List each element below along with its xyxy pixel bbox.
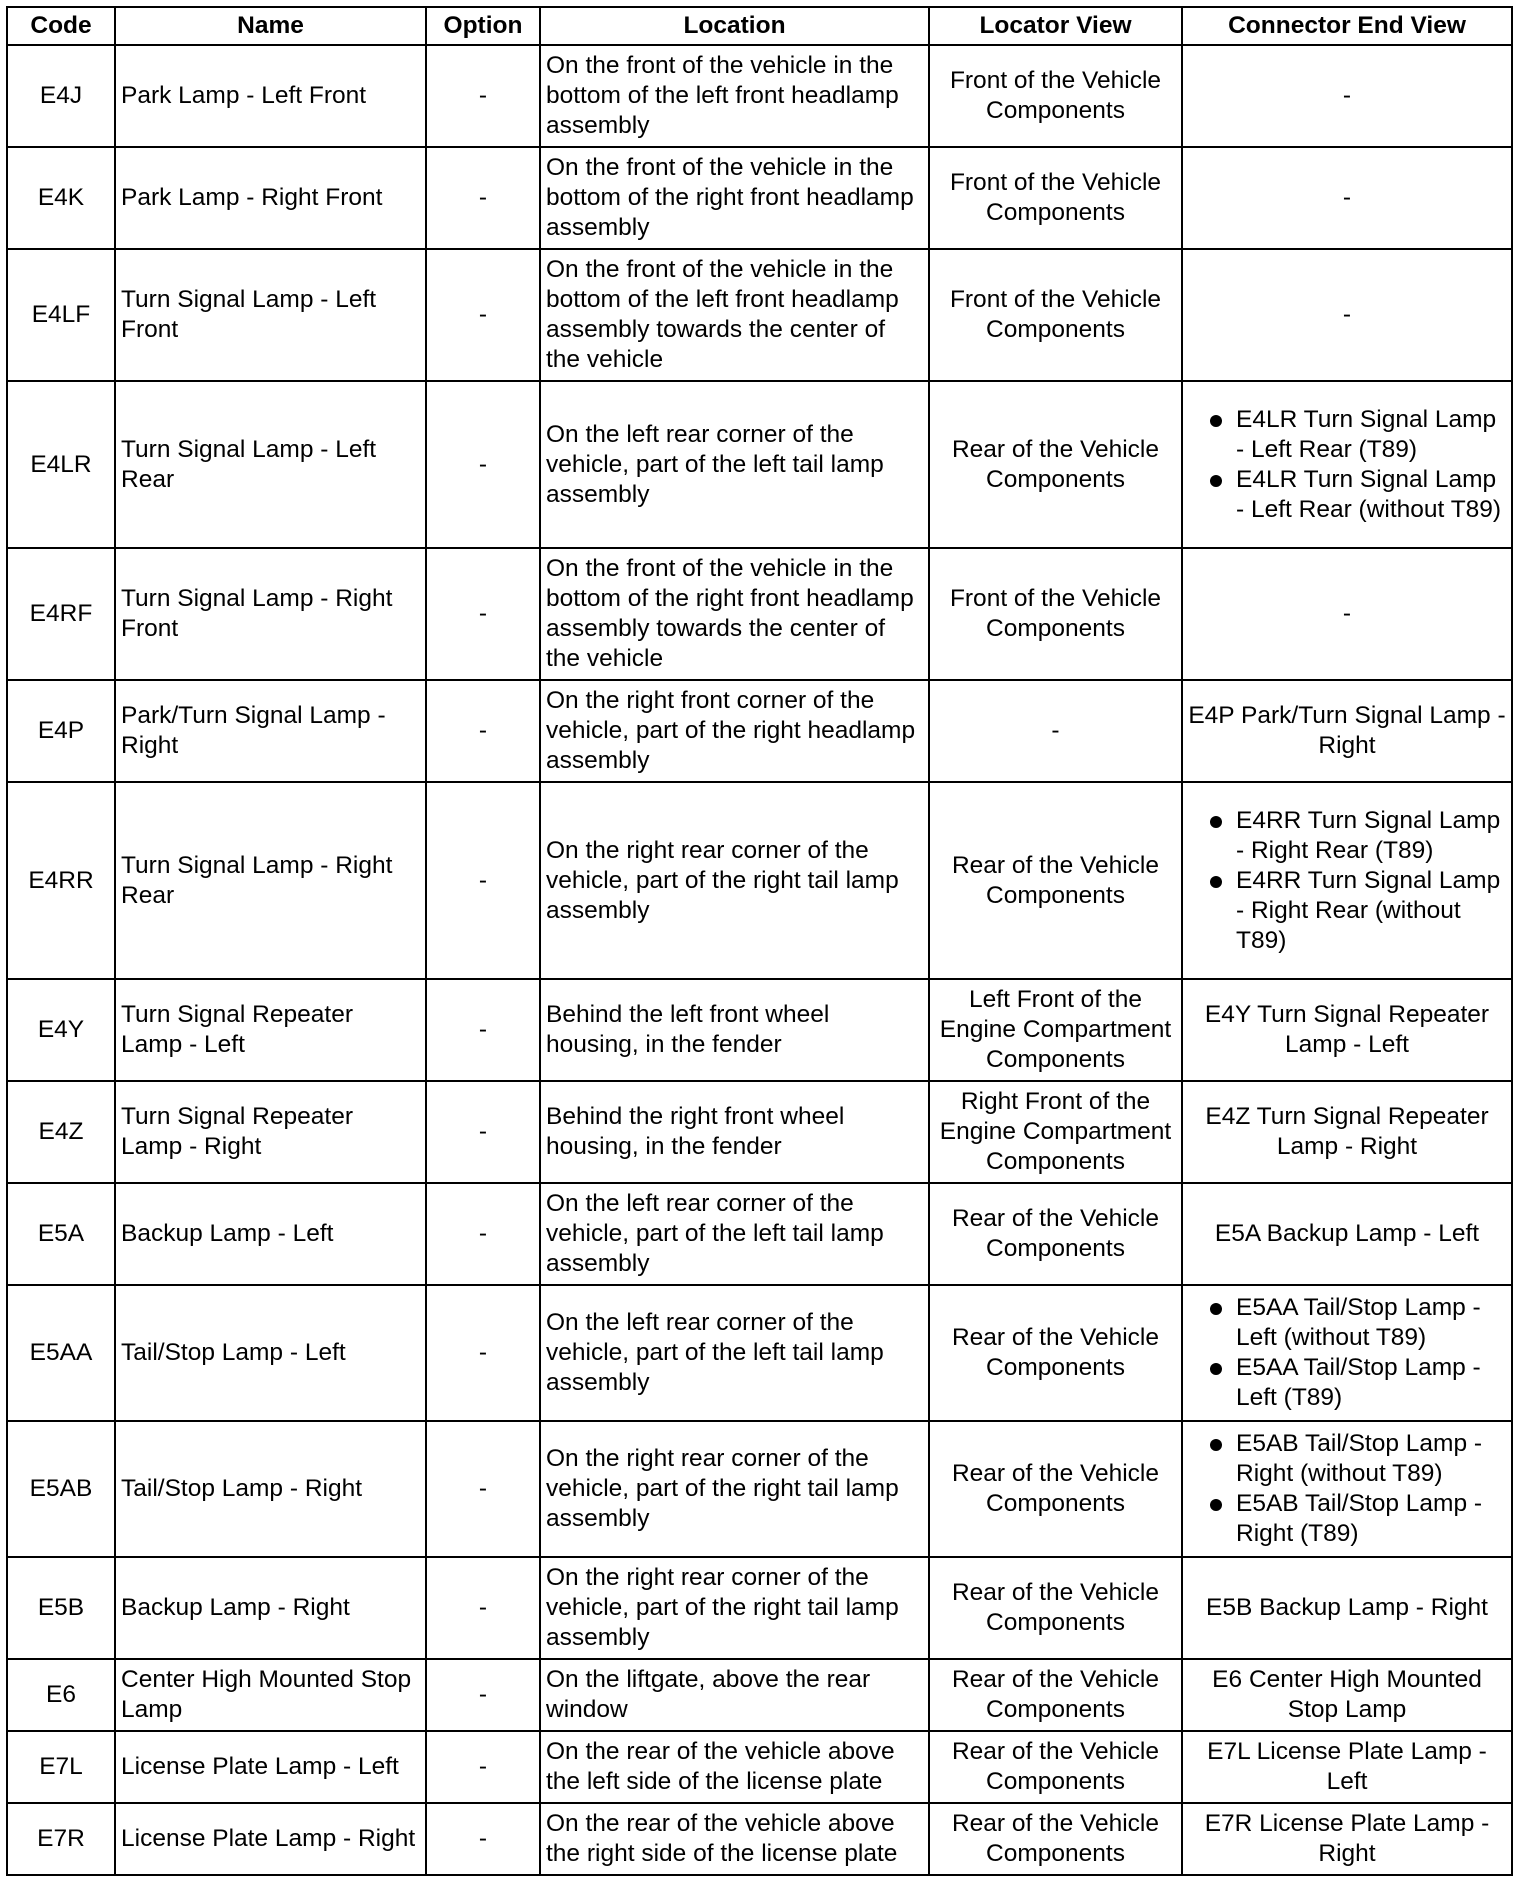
header-location: Location (540, 7, 929, 45)
cell-locator-view: Rear of the Vehicle Components (929, 1803, 1182, 1875)
cell-connector-end-view (1182, 381, 1512, 548)
cell-code: E7L (7, 1731, 115, 1803)
cell-code: E5B (7, 1557, 115, 1659)
table-body (7, 45, 1512, 1875)
cell-name: Center High Mounted Stop Lamp (115, 1659, 426, 1731)
cell-option: - (426, 1659, 540, 1731)
cell-location: On the right rear corner of the vehicle, part of the right tail lamp assembly (540, 1421, 929, 1557)
connector-text: E7L License Plate Lamp - Left (1207, 1738, 1487, 1795)
cell-option: - (426, 1803, 540, 1875)
connector-text: E5A Backup Lamp - Left (1214, 1220, 1480, 1247)
connector-list (1188, 405, 1506, 525)
table-row (7, 1421, 1512, 1557)
cell-locator-view: Rear of the Vehicle Components (929, 1421, 1182, 1557)
cell-locator-view: Rear of the Vehicle Components (929, 1183, 1182, 1285)
cell-connector-end-view (1182, 1285, 1512, 1421)
header-name: Name (115, 7, 426, 45)
table-row (7, 381, 1512, 548)
header-locator-view: Locator View (929, 7, 1182, 45)
table-row (7, 1659, 1512, 1731)
table-row (7, 782, 1512, 979)
table-row (7, 45, 1512, 147)
table-row (7, 1183, 1512, 1285)
cell-location: Behind the left front wheel housing, in the fender (540, 979, 929, 1081)
cell-option: - (426, 45, 540, 147)
cell-code: E5AA (7, 1285, 115, 1421)
cell-option: - (426, 1285, 540, 1421)
cell-code: E4K (7, 147, 115, 249)
cell-connector-end-view (1182, 1183, 1512, 1285)
connector-list-item: E5AA Tail/Stop Lamp - Left (T89) (1188, 1353, 1506, 1413)
cell-name: Turn Signal Lamp - Right Front (115, 548, 426, 680)
cell-option: - (426, 1557, 540, 1659)
cell-location: On the right rear corner of the vehicle, part of the right tail lamp assembly (540, 1557, 929, 1659)
table-row (7, 249, 1512, 381)
cell-name: Tail/Stop Lamp - Right (115, 1421, 426, 1557)
connector-text: E4Z Turn Signal Repeater Lamp - Right (1205, 1103, 1489, 1160)
cell-connector-end-view (1182, 1659, 1512, 1731)
cell-location: On the rear of the vehicle above the right side of the license plate (540, 1803, 929, 1875)
cell-location: Behind the right front wheel housing, in the fender (540, 1081, 929, 1183)
cell-locator-view: - (929, 680, 1182, 782)
table-row (7, 147, 1512, 249)
connector-text: - (1342, 184, 1352, 211)
cell-locator-view: Front of the Vehicle Components (929, 45, 1182, 147)
cell-code: E4Z (7, 1081, 115, 1183)
cell-locator-view: Right Front of the Engine Compartment Components (929, 1081, 1182, 1183)
connector-text: E6 Center High Mounted Stop Lamp (1212, 1666, 1482, 1723)
connector-text: - (1342, 301, 1352, 328)
connector-list-item: E4RR Turn Signal Lamp - Right Rear (T89) (1188, 806, 1506, 866)
cell-connector-end-view (1182, 147, 1512, 249)
cell-code: E5AB (7, 1421, 115, 1557)
header-code: Code (7, 7, 115, 45)
cell-option: - (426, 680, 540, 782)
cell-name: Backup Lamp - Right (115, 1557, 426, 1659)
cell-code: E7R (7, 1803, 115, 1875)
cell-code: E4P (7, 680, 115, 782)
connector-text: - (1342, 600, 1352, 627)
header-row (7, 7, 1512, 45)
connector-text: - (1342, 82, 1352, 109)
cell-location: On the rear of the vehicle above the left side of the license plate (540, 1731, 929, 1803)
cell-location: On the right front corner of the vehicle, part of the right headlamp assembly (540, 680, 929, 782)
cell-name: Park Lamp - Right Front (115, 147, 426, 249)
cell-code: E4LR (7, 381, 115, 548)
cell-connector-end-view (1182, 249, 1512, 381)
connector-text: E7R License Plate Lamp - Right (1204, 1810, 1490, 1867)
connector-list (1188, 1293, 1506, 1413)
connector-text: E5B Backup Lamp - Right (1206, 1594, 1488, 1621)
cell-name: Park/Turn Signal Lamp - Right (115, 680, 426, 782)
cell-option: - (426, 1183, 540, 1285)
cell-connector-end-view (1182, 782, 1512, 979)
table-row (7, 548, 1512, 680)
cell-location: On the front of the vehicle in the bottom of the left front headlamp assembly (540, 45, 929, 147)
cell-connector-end-view (1182, 680, 1512, 782)
cell-locator-view: Rear of the Vehicle Components (929, 1557, 1182, 1659)
cell-code: E5A (7, 1183, 115, 1285)
table-row (7, 979, 1512, 1081)
connector-list-item: E5AB Tail/Stop Lamp - Right (T89) (1188, 1489, 1506, 1549)
cell-connector-end-view (1182, 979, 1512, 1081)
connector-text: E4P Park/Turn Signal Lamp - Right (1188, 702, 1506, 759)
cell-name: Turn Signal Lamp - Right Rear (115, 782, 426, 979)
cell-locator-view: Front of the Vehicle Components (929, 548, 1182, 680)
cell-option: - (426, 1731, 540, 1803)
connector-list-item: E4LR Turn Signal Lamp - Left Rear (T89) (1188, 405, 1506, 465)
cell-code: E4J (7, 45, 115, 147)
cell-option: - (426, 381, 540, 548)
cell-location: On the left rear corner of the vehicle, part of the left tail lamp assembly (540, 1183, 929, 1285)
cell-option: - (426, 548, 540, 680)
table-row (7, 1731, 1512, 1803)
header-connector-end-view: Connector End View (1182, 7, 1512, 45)
cell-locator-view: Rear of the Vehicle Components (929, 381, 1182, 548)
cell-name: Backup Lamp - Left (115, 1183, 426, 1285)
table-row (7, 1081, 1512, 1183)
cell-location: On the front of the vehicle in the bottom of the left front headlamp assembly towards the center of the vehicle (540, 249, 929, 381)
cell-code: E4Y (7, 979, 115, 1081)
cell-option: - (426, 979, 540, 1081)
cell-option: - (426, 249, 540, 381)
cell-name: License Plate Lamp - Left (115, 1731, 426, 1803)
connector-text: E4Y Turn Signal Repeater Lamp - Left (1204, 1001, 1490, 1058)
table-row (7, 680, 1512, 782)
connector-list-item: E4RR Turn Signal Lamp - Right Rear (without T89) (1188, 866, 1506, 956)
cell-name: Turn Signal Lamp - Left Front (115, 249, 426, 381)
cell-name: Turn Signal Repeater Lamp - Left (115, 979, 426, 1081)
cell-name: Turn Signal Repeater Lamp - Right (115, 1081, 426, 1183)
cell-locator-view: Rear of the Vehicle Components (929, 782, 1182, 979)
cell-connector-end-view (1182, 1421, 1512, 1557)
table-row (7, 1557, 1512, 1659)
cell-locator-view: Rear of the Vehicle Components (929, 1659, 1182, 1731)
cell-name: Turn Signal Lamp - Left Rear (115, 381, 426, 548)
connector-list-item: E5AA Tail/Stop Lamp - Left (without T89) (1188, 1293, 1506, 1353)
cell-locator-view: Front of the Vehicle Components (929, 147, 1182, 249)
table-row (7, 1285, 1512, 1421)
connector-list-item: E4LR Turn Signal Lamp - Left Rear (without T89) (1188, 465, 1506, 525)
cell-option: - (426, 147, 540, 249)
cell-option: - (426, 1081, 540, 1183)
cell-name: Park Lamp - Left Front (115, 45, 426, 147)
cell-location: On the right rear corner of the vehicle, part of the right tail lamp assembly (540, 782, 929, 979)
cell-locator-view: Rear of the Vehicle Components (929, 1285, 1182, 1421)
cell-code: E4RF (7, 548, 115, 680)
cell-code: E4LF (7, 249, 115, 381)
cell-locator-view: Front of the Vehicle Components (929, 249, 1182, 381)
cell-location: On the left rear corner of the vehicle, part of the left tail lamp assembly (540, 1285, 929, 1421)
connector-list (1188, 1429, 1506, 1549)
cell-location: On the front of the vehicle in the bottom of the right front headlamp assembly (540, 147, 929, 249)
cell-location: On the front of the vehicle in the bottom of the right front headlamp assembly towards the center of the vehicle (540, 548, 929, 680)
cell-locator-view: Left Front of the Engine Compartment Components (929, 979, 1182, 1081)
header-option: Option (426, 7, 540, 45)
cell-location: On the left rear corner of the vehicle, part of the left tail lamp assembly (540, 381, 929, 548)
cell-code: E6 (7, 1659, 115, 1731)
cell-locator-view: Rear of the Vehicle Components (929, 1731, 1182, 1803)
connector-list-item: E5AB Tail/Stop Lamp - Right (without T89) (1188, 1429, 1506, 1489)
cell-connector-end-view (1182, 1081, 1512, 1183)
cell-name: License Plate Lamp - Right (115, 1803, 426, 1875)
cell-connector-end-view (1182, 1731, 1512, 1803)
cell-location: On the liftgate, above the rear window (540, 1659, 929, 1731)
cell-connector-end-view (1182, 1557, 1512, 1659)
component-locator-table (6, 6, 1513, 1876)
cell-connector-end-view (1182, 45, 1512, 147)
cell-connector-end-view (1182, 1803, 1512, 1875)
cell-connector-end-view (1182, 548, 1512, 680)
connector-list (1188, 806, 1506, 956)
cell-name: Tail/Stop Lamp - Left (115, 1285, 426, 1421)
table-row (7, 1803, 1512, 1875)
cell-option: - (426, 1421, 540, 1557)
cell-code: E4RR (7, 782, 115, 979)
cell-option: - (426, 782, 540, 979)
